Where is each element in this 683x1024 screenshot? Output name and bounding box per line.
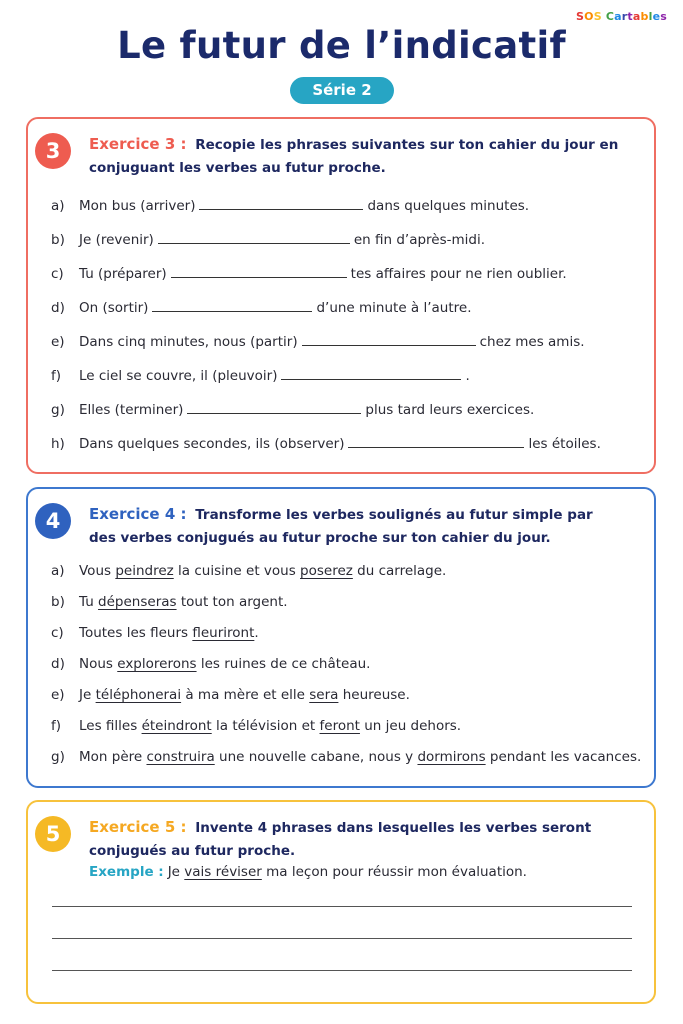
exercise-3-instruction: Recopie les phrases suivantes sur ton cahier du jour en conjuguant les verbes au futur proche.: [89, 137, 619, 176]
underlined-verb: sera: [309, 687, 339, 703]
answer-blank[interactable]: [348, 435, 524, 448]
exercise-4-item: [51, 656, 370, 672]
brand-letter: r: [621, 10, 628, 23]
underlined-verb: construira: [146, 749, 215, 765]
sentence-text: du carrelage.: [352, 563, 447, 579]
sentence-text: la télévision et: [211, 718, 320, 734]
underlined-verb: feront: [319, 718, 360, 734]
exercise-4-item: [51, 625, 259, 641]
exercise-3-item: [51, 401, 534, 418]
item-letter: b): [51, 594, 65, 610]
serie-badge: Série 2: [290, 77, 394, 104]
sentence-text: Mon père: [79, 749, 147, 765]
exercise-4-label: Exercice 4 :: [89, 505, 187, 523]
item-letter: e): [51, 334, 65, 350]
item-text-after: dans quelques minutes.: [367, 198, 530, 214]
answer-blank[interactable]: [152, 299, 312, 312]
brand-letter: a: [632, 10, 641, 23]
exercise-5-instruction: Invente 4 phrases dans lesquelles les verbes seront conjugués au futur proche.: [89, 820, 592, 859]
sentence-text: Je: [79, 687, 96, 703]
item-text-after: les étoiles.: [528, 436, 601, 452]
exercise-5-label: Exercice 5 :: [89, 818, 187, 836]
sentence-text: la cuisine et vous: [173, 563, 301, 579]
sentence-text: heureuse.: [338, 687, 410, 703]
example-label: Exemple :: [89, 864, 164, 880]
page-title: Le futur de l’indicatif: [117, 24, 566, 67]
sentence-text: Toutes les fleurs: [79, 625, 193, 641]
brand-letter: O: [584, 10, 594, 23]
brand-letter: S: [576, 10, 585, 23]
exercise-5-heading: [89, 816, 619, 863]
sentence-text: Nous: [79, 656, 118, 672]
exercise-3-item: [51, 265, 567, 282]
exercise-3-item: [51, 333, 585, 350]
sentence-text: ma leçon pour réussir mon évaluation.: [261, 864, 527, 880]
item-letter: e): [51, 687, 65, 703]
exercise-4-box: [26, 487, 656, 788]
underlined-verb: explorerons: [117, 656, 197, 672]
item-letter: a): [51, 563, 65, 579]
exercise-5-box: [26, 800, 656, 1004]
item-letter: b): [51, 232, 65, 248]
item-letter: a): [51, 198, 65, 214]
sentence-text: les ruines de ce château.: [196, 656, 371, 672]
exercise-3-item: [51, 231, 485, 248]
exercise-4-item: [51, 594, 288, 610]
exercise-3-item: [51, 367, 470, 384]
item-text-before: Je (revenir): [79, 232, 154, 248]
item-text-before: Elles (terminer): [79, 402, 184, 418]
exercise-4-item: [51, 718, 461, 734]
underlined-verb: peindrez: [115, 563, 174, 579]
answer-blank[interactable]: [302, 333, 476, 346]
brand-letter: a: [614, 10, 622, 23]
example-sentence: [168, 864, 527, 880]
underlined-verb: éteindront: [141, 718, 212, 734]
item-text-after: chez mes amis.: [479, 334, 585, 350]
brand-letter: e: [652, 10, 661, 23]
exercise-3-number: 3: [35, 133, 71, 169]
underlined-verb: vais réviser: [184, 864, 262, 880]
exercise-3-label: Exercice 3 :: [89, 135, 187, 153]
underlined-verb: fleuriront: [192, 625, 255, 641]
exercise-4-item: [51, 563, 446, 579]
answer-blank[interactable]: [171, 265, 347, 278]
item-letter: c): [51, 266, 64, 282]
underlined-verb: dormirons: [417, 749, 486, 765]
brand-letter: S: [593, 10, 602, 23]
sentence-text: Tu: [79, 594, 99, 610]
sentence-text: Vous: [79, 563, 116, 579]
exercise-5-number: 5: [35, 816, 71, 852]
exercise-3-box: [26, 117, 656, 474]
underlined-verb: téléphonerai: [95, 687, 182, 703]
exercise-3-item: [51, 299, 472, 316]
item-text-before: Dans cinq minutes, nous (partir): [79, 334, 298, 350]
sentence-text: à ma mère et elle: [181, 687, 310, 703]
item-text-after: en fin d’après-midi.: [353, 232, 486, 248]
item-letter: c): [51, 625, 64, 641]
exercise-4-instruction: Transforme les verbes soulignés au futur simple par des verbes conjugués au futur proche sur ton cahier du jour.: [89, 507, 593, 546]
item-text-before: Dans quelques secondes, ils (observer): [79, 436, 345, 452]
underlined-verb: dépenseras: [98, 594, 177, 610]
brand-logo: [576, 10, 667, 23]
exercise-4-item: [51, 687, 410, 703]
exercise-3-item: [51, 435, 601, 452]
sentence-text: Je: [167, 864, 185, 880]
brand-letter: b: [640, 10, 649, 23]
item-letter: g): [51, 402, 65, 418]
underlined-verb: poserez: [300, 563, 353, 579]
item-text-after: plus tard leurs exercices.: [365, 402, 535, 418]
sentence-text: pendant les vacances.: [485, 749, 642, 765]
sentence-text: Les filles: [79, 718, 142, 734]
sentence-text: tout ton argent.: [176, 594, 288, 610]
writing-line[interactable]: [52, 938, 632, 939]
answer-blank[interactable]: [158, 231, 350, 244]
item-letter: d): [51, 300, 65, 316]
item-text-before: Mon bus (arriver): [79, 198, 196, 214]
exercise-3-item: [51, 197, 529, 214]
item-letter: f): [51, 368, 62, 384]
exercise-4-number: 4: [35, 503, 71, 539]
writing-line[interactable]: [52, 906, 632, 907]
item-letter: h): [51, 436, 65, 452]
item-text-before: On (sortir): [79, 300, 149, 316]
item-text-after: .: [465, 368, 470, 384]
brand-letter: s: [660, 10, 667, 23]
item-text-before: Le ciel se couvre, il (pleuvoir): [79, 368, 278, 384]
item-letter: f): [51, 718, 62, 734]
item-text-after: d’une minute à l’autre.: [316, 300, 472, 316]
answer-blank[interactable]: [187, 401, 361, 414]
sentence-text: un jeu dehors.: [359, 718, 462, 734]
brand-letter: C: [605, 10, 615, 23]
brand-letter: t: [627, 10, 633, 23]
item-letter: g): [51, 749, 65, 765]
writing-line[interactable]: [52, 970, 632, 971]
sentence-text: une nouvelle cabane, nous y: [214, 749, 418, 765]
exercise-4-heading: [89, 503, 619, 550]
item-text-after: tes affaires pour ne rien oublier.: [350, 266, 567, 282]
exercise-4-item: [51, 749, 641, 765]
exercise-3-heading: [89, 133, 619, 180]
sentence-text: .: [254, 625, 259, 641]
exercise-5-example: [89, 864, 527, 880]
answer-blank[interactable]: [199, 197, 363, 210]
item-text-before: Tu (préparer): [79, 266, 167, 282]
item-letter: d): [51, 656, 65, 672]
answer-blank[interactable]: [281, 367, 461, 380]
brand-letter: l: [648, 10, 653, 23]
